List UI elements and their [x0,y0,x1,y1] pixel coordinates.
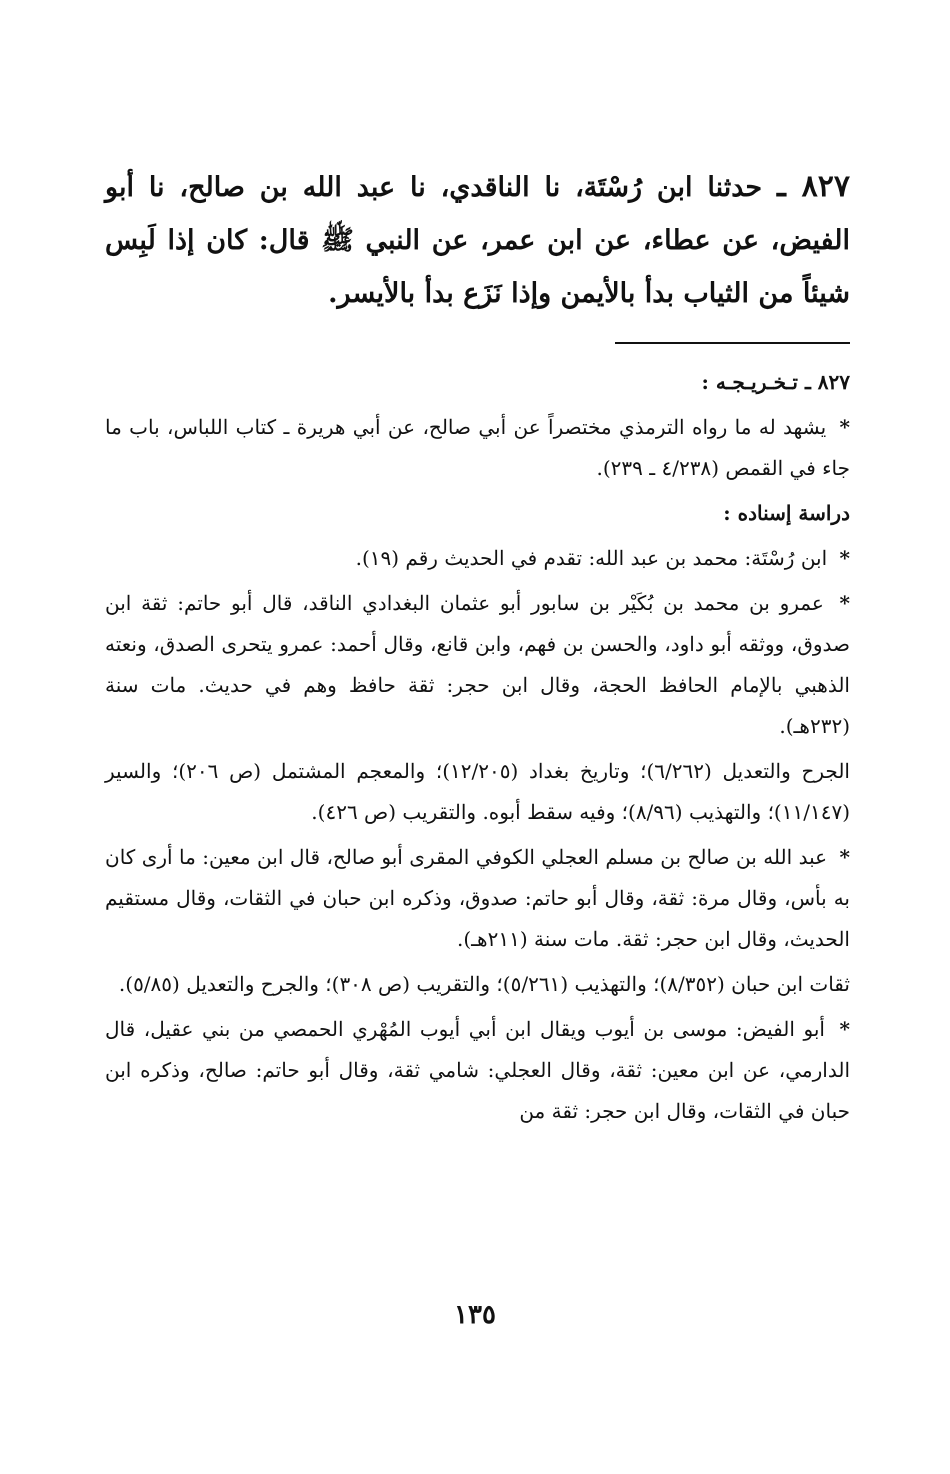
bullet-star: * [839,415,851,439]
isnad-heading: دراسة إسناده : [723,501,850,525]
narrator-text: عبد الله بن صالح بن مسلم العجلي الكوفي المقرى أبو صالح، قال ابن معين: ما أرى كان به بأس، وقال مرة: ثقة، وقال أبو حاتم: صدوق، وذكره ابن حبان في الثقات، وقال مستقيم الحديث، وقال ابن حجر: ثقة. مات سنة (٢١١هـ). [105,845,850,951]
footnotes [105,362,850,1132]
takhrij-heading: ٨٢٧ ـ تـخـريـجـه : [701,370,850,394]
narrator-text: أبو الفيض: موسى بن أيوب ويقال ابن أبي أيوب المُهْري الحمصي من بني عقيل، قال الدارمي، عن ابن معين: ثقة، وقال العجلي: شامي ثقة، وقال أبو حاتم: صالح، وذكره ابن حبان في الثقات، وقال ابن حجر: ثقة من [105,1017,850,1123]
hadith-paragraph [105,160,850,320]
takhrij-paragraph [105,407,850,489]
bullet-star: * [839,845,851,869]
hadith-text: حدثنا ابن رُسْتَة، نا الناقدي، نا عبد الله بن صالح، نا أبو الفيض، عن عطاء، عن ابن عمر، عن النبي ﷺ قال: كان إذا لَبِس شيئاً من الثياب بدأ بالأيمن وإذا نَزَع بدأ بالأيسر. [105,172,850,309]
page-content [105,160,850,1136]
bullet-star: * [839,1017,851,1041]
narrator-text: عمرو بن محمد بن بُكَيْر بن سابور أبو عثمان البغدادي الناقد، قال أبو حاتم: ثقة ابن صدوق، ووثقه أبو داود، والحسن بن فهم، وابن قانع، وقال أحمد: عمرو يتحرى الصدق، ونعته الذهبي بالإمام الحافظ الحجة، وقال ابن حجر: ثقة حافظ وهم في حديث. مات سنة (٢٣٢هـ). [105,591,850,738]
narrator-amr-bin-muhammad [105,583,850,747]
narrator-abu-al-fayd [105,1009,850,1132]
bullet-star: * [839,546,850,570]
narrator-text: ابن رُسْتَة: محمد بن عبد الله: تقدم في الحديث رقم (١٩). [355,546,828,570]
narrator-references: ثقات ابن حبان (٨/٣٥٢)؛ والتهذيب (٥/٢٦١)؛ والتقريب (ص ٣٠٨)؛ والجرح والتعديل (٥/٨٥). [118,972,850,996]
narrator-ibn-rusta [105,538,850,579]
narrator-references: الجرح والتعديل (٦/٢٦٢)؛ وتاريخ بغداد (١٢/٢٠٥)؛ والمعجم المشتمل (ص ٢٠٦)؛ والسير (١١/١٤٧)؛ والتهذيب (٨/٩٦)؛ وفيه سقط أبوه. والتقريب (ص ٤٢٦). [105,759,850,824]
narrator-abdullah-bin-salih [105,837,850,960]
hadith-number: ٨٢٧ ـ [776,169,851,204]
page-number: ١٣٥ [454,1300,496,1330]
bullet-star: * [839,591,850,615]
footnote-divider [615,342,850,344]
takhrij-text: يشهد له ما رواه الترمذي مختصراً عن أبي صالح، عن أبي هريرة ـ كتاب اللباس، باب ما جاء في القمص (٤/٢٣٨ ـ ٢٣٩). [105,415,850,480]
